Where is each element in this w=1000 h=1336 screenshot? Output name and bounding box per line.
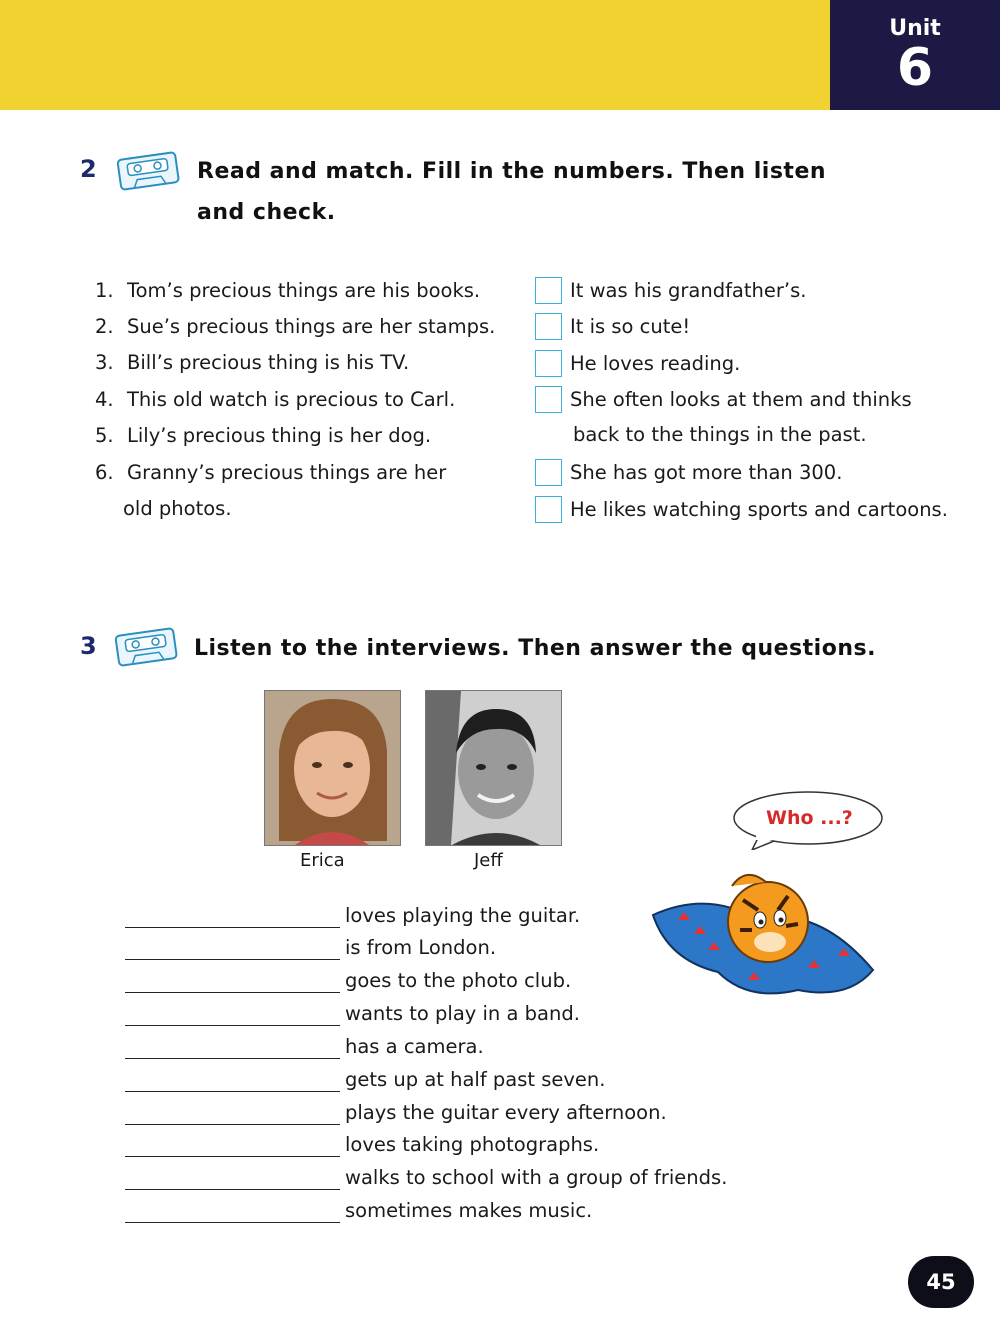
item-text: This old watch is precious to Carl.	[127, 388, 456, 411]
item-6-continuation: old photos.	[123, 497, 232, 520]
caption-jeff: Jeff	[474, 850, 503, 871]
cassette-icon	[112, 624, 180, 668]
answer-line-text: loves taking photographs.	[345, 1133, 600, 1156]
item-text: She often looks at them and thinks	[570, 388, 912, 411]
match-left-item	[95, 279, 480, 303]
item-text: Lily’s precious thing is her dog.	[127, 424, 432, 447]
answer-blank[interactable]	[125, 1156, 340, 1157]
answer-line-text: is from London.	[345, 936, 497, 959]
match-left-item	[95, 315, 495, 339]
item-text: It is so cute!	[570, 315, 691, 338]
answer-blank[interactable]	[125, 959, 340, 960]
match-left-item	[95, 351, 409, 375]
item-text: It was his grandfather’s.	[570, 279, 807, 302]
page-number: 45	[908, 1256, 974, 1308]
item-number: 1.	[95, 279, 114, 302]
item-text: He loves reading.	[570, 352, 741, 375]
cassette-icon	[114, 148, 182, 192]
item-text: She has got more than 300.	[570, 461, 843, 484]
answer-blank[interactable]	[125, 1189, 340, 1190]
answer-blank[interactable]	[125, 1058, 340, 1059]
answer-blank[interactable]	[125, 927, 340, 928]
answer-blank[interactable]	[125, 1222, 340, 1223]
answer-blank[interactable]	[125, 1091, 340, 1092]
exercise-3-instruction: Listen to the interviews. Then answer the questions.	[194, 636, 876, 661]
photo-erica	[264, 690, 401, 846]
item-number: 5.	[95, 424, 114, 447]
answer-box[interactable]	[535, 496, 562, 523]
item-text: Tom’s precious things are his books.	[127, 279, 481, 302]
caption-erica: Erica	[300, 850, 345, 871]
unit-number: 6	[896, 38, 934, 98]
answer-line-text: walks to school with a group of friends.	[345, 1166, 728, 1189]
item-number: 6.	[95, 461, 114, 484]
answer-line-text: plays the guitar every afternoon.	[345, 1101, 667, 1124]
answer-line-text: gets up at half past seven.	[345, 1068, 606, 1091]
answer-line-text: wants to play in a band.	[345, 1002, 580, 1025]
answer-blank[interactable]	[125, 992, 340, 993]
answer-blank[interactable]	[125, 1124, 340, 1125]
answer-line-text: goes to the photo club.	[345, 969, 572, 992]
answer-line-text: loves playing the guitar.	[345, 904, 581, 927]
answer-box[interactable]	[535, 350, 562, 377]
answer-line-text: sometimes makes music.	[345, 1199, 593, 1222]
answer-box[interactable]	[535, 277, 562, 304]
item-text: Bill’s precious thing is his TV.	[127, 351, 410, 374]
answer-box[interactable]	[535, 459, 562, 486]
right-item-4-continuation: back to the things in the past.	[573, 423, 867, 446]
match-left-item	[95, 461, 446, 485]
exercise-2-instruction-line1: Read and match. Fill in the numbers. Then listen	[197, 159, 827, 184]
photo-jeff	[425, 690, 562, 846]
exercise-2-instruction-line2: and check.	[197, 200, 336, 225]
answer-box[interactable]	[535, 313, 562, 340]
header-banner	[0, 0, 830, 110]
speech-bubble-text: Who ...?	[766, 807, 853, 829]
unit-label: Unit	[889, 16, 941, 41]
item-number: 2.	[95, 315, 114, 338]
item-text: Sue’s precious things are her stamps.	[127, 315, 496, 338]
unit-tab	[830, 0, 1000, 110]
answer-line-text: has a camera.	[345, 1035, 484, 1058]
match-left-item	[95, 388, 455, 412]
match-left-item	[95, 424, 431, 448]
item-number: 4.	[95, 388, 114, 411]
answer-box[interactable]	[535, 386, 562, 413]
exercise-3-number: 3	[80, 632, 97, 660]
item-number: 3.	[95, 351, 114, 374]
tiger-mascot-illustration	[648, 860, 878, 1005]
item-text: He likes watching sports and cartoons.	[570, 498, 948, 521]
item-text: Granny’s precious things are her	[127, 461, 447, 484]
exercise-2-number: 2	[80, 155, 97, 183]
answer-blank[interactable]	[125, 1025, 340, 1026]
